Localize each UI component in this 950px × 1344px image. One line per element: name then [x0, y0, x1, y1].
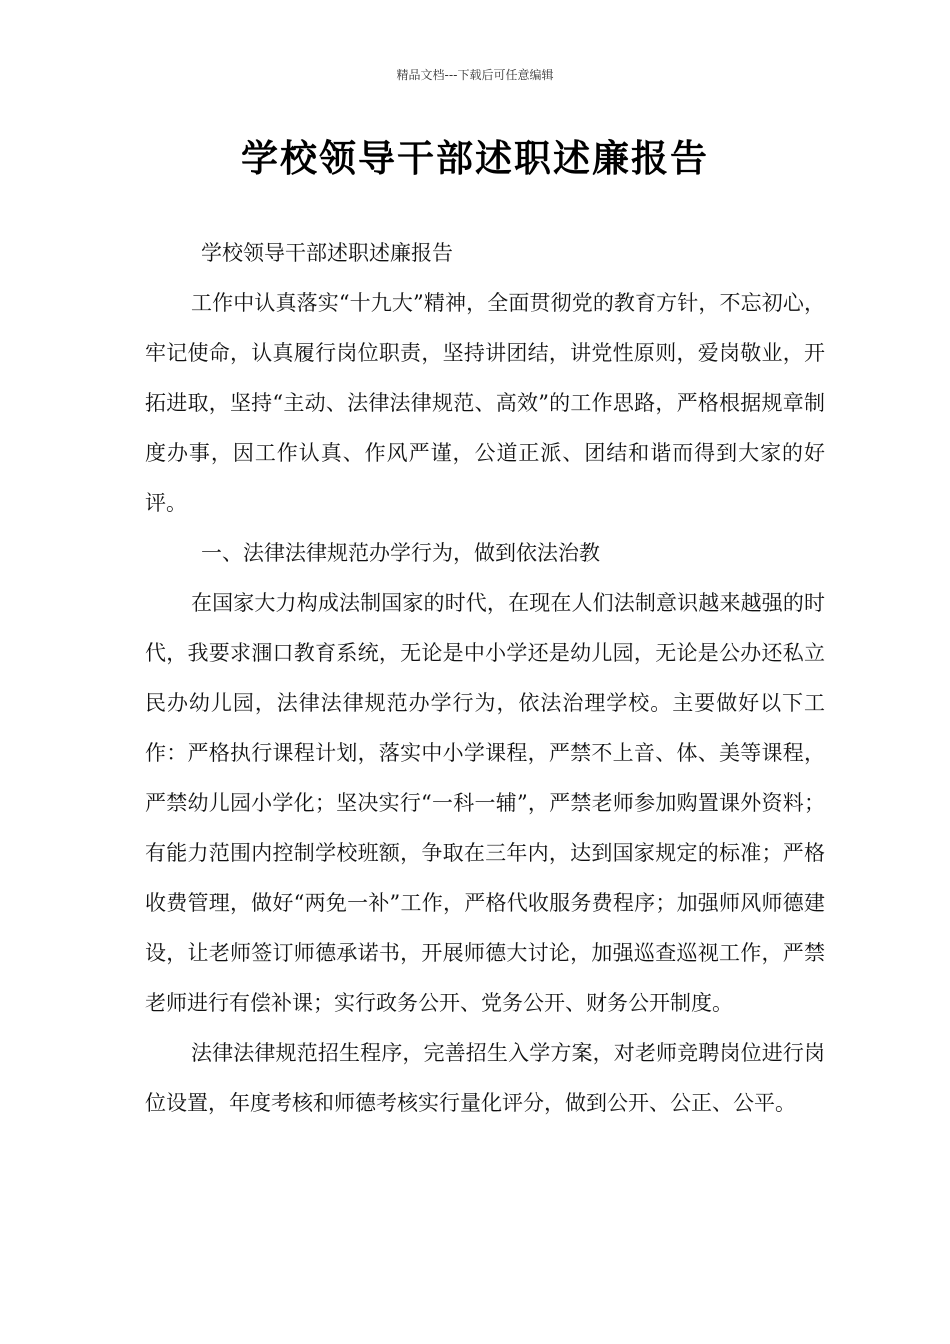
- paragraph-2: 在国家大力构成法制国家的时代，在现在人们法制意识越来越强的时代，我要求涠口教育系统，无论是中小学还是幼儿园，无论是公办还私立民办幼儿园，法律法律规范办学行为，依法治理学校。主要做好以下工作：严格执行课程计划，落实中小学课程，严禁不上音、体、美等课程，严禁幼儿园小学化；坚决实行“一科一辅”，严禁老师参加购置课外资料；有能力范围内控制学校班额，争取在三年内，达到国家规定的标准；严格收费管理，做好“两免一补”工作，严格代收服务费程序；加强师风师德建设，让老师签订师德承诺书，开展师德大讨论，加强巡查巡视工作，严禁老师进行有偿补课；实行政务公开、党务公开、财务公开制度。: [145, 591, 825, 1015]
- document-subtitle: 学校领导干部述职述廉报告: [201, 241, 453, 265]
- paragraph-3: 法律法律规范招生程序，完善招生入学方案，对老师竞聘岗位进行岗位设置，年度考核和师德考核实行量化评分，做到公开、公正、公平。: [145, 1041, 825, 1115]
- header-note: 精品文档---下载后可任意编辑: [396, 68, 554, 82]
- section-heading-1: 一、法律法律规范办学行为，做到依法治教: [201, 541, 600, 565]
- document-body: [145, 228, 825, 1128]
- document-title: 学校领导干部述职述廉报告: [241, 137, 709, 180]
- paragraph-1: 工作中认真落实“十九大”精神，全面贯彻党的教育方针，不忘初心，牢记使命，认真履行岗位职责，坚持讲团结，讲党性原则，爱岗敬业，开拓进取，坚持“主动、法律法律规范、高效”的工作思路，严格根据规章制度办事，因工作认真、作风严谨，公道正派、团结和谐而得到大家的好评。: [145, 291, 825, 515]
